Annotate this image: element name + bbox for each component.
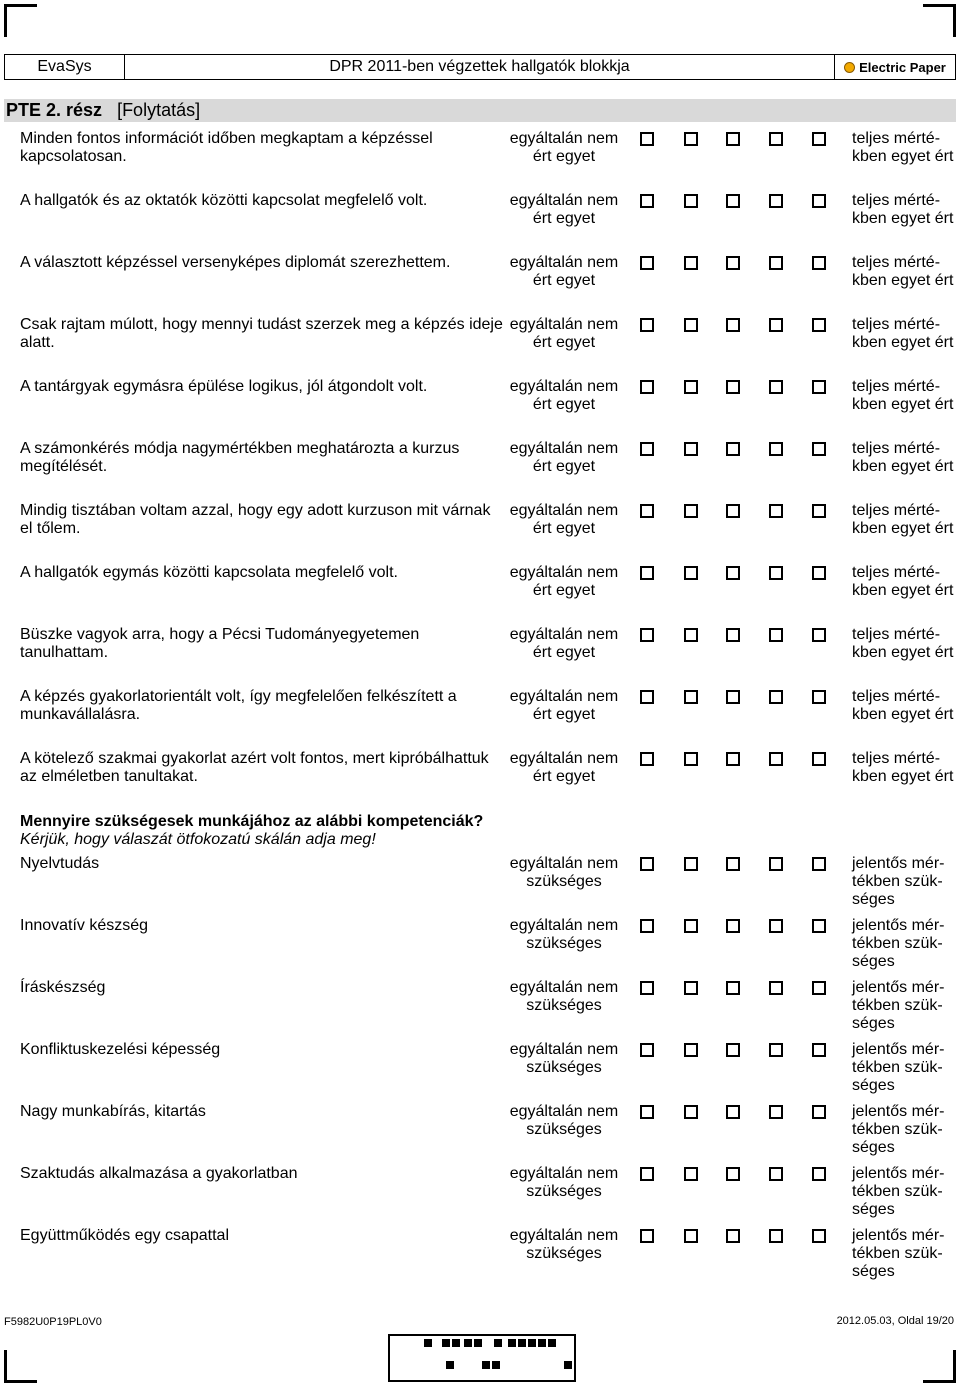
rating-checkbox-2[interactable] xyxy=(684,380,698,394)
rating-checkbox-1[interactable] xyxy=(640,194,654,208)
scale-low-label: egyáltalán nem ért egyet xyxy=(509,626,619,661)
rating-checkbox-1[interactable] xyxy=(640,857,654,871)
barcode-block xyxy=(452,1339,460,1347)
question-text: A kötelező szakmai gyakorlat azért volt fontos, mert kipróbálhattuk az elméletben tanultakat. xyxy=(20,750,489,785)
rating-checkbox-3[interactable] xyxy=(726,256,740,270)
rating-checkbox-3[interactable] xyxy=(726,919,740,933)
rating-checkbox-3[interactable] xyxy=(726,690,740,704)
rating-checkbox-1[interactable] xyxy=(640,380,654,394)
rating-checkbox-5[interactable] xyxy=(812,752,826,766)
scale-high-label: teljes mérté-kben egyet ért xyxy=(852,192,954,227)
rating-checkbox-5[interactable] xyxy=(812,857,826,871)
rating-checkbox-3[interactable] xyxy=(726,1229,740,1243)
rating-checkbox-2[interactable] xyxy=(684,1167,698,1181)
rating-checkbox-1[interactable] xyxy=(640,1229,654,1243)
scale-low-label: egyáltalán nem szükséges xyxy=(509,855,619,890)
barcode-block xyxy=(474,1339,482,1347)
question-text: A képzés gyakorlatorientált volt, így megfelelően felkészített a munkavállalásra. xyxy=(20,688,457,723)
rating-checkbox-4[interactable] xyxy=(769,504,783,518)
rating-checkbox-2[interactable] xyxy=(684,256,698,270)
question-text: A választott képzéssel versenyképes diplomát szerezhettem. xyxy=(20,254,451,271)
scale-high-label: teljes mérté-kben egyet ért xyxy=(852,378,954,413)
rating-checkbox-3[interactable] xyxy=(726,132,740,146)
rating-checkbox-3[interactable] xyxy=(726,1105,740,1119)
scale-low-label: egyáltalán nem ért egyet xyxy=(509,316,619,351)
rating-checkbox-1[interactable] xyxy=(640,690,654,704)
barcode-block xyxy=(548,1339,556,1347)
rating-checkbox-3[interactable] xyxy=(726,194,740,208)
scale-low-label: egyáltalán nem ért egyet xyxy=(509,750,619,785)
competency-row xyxy=(0,1041,960,1103)
rating-checkbox-2[interactable] xyxy=(684,919,698,933)
rating-checkbox-2[interactable] xyxy=(684,1229,698,1243)
rating-checkbox-5[interactable] xyxy=(812,1043,826,1057)
rating-checkbox-4[interactable] xyxy=(769,380,783,394)
scale-high-label: jelentős mér-tékben szük-séges xyxy=(852,1165,945,1218)
scale-low-label: egyáltalán nem szükséges xyxy=(509,1103,619,1138)
rating-checkbox-2[interactable] xyxy=(684,1043,698,1057)
rating-checkbox-3[interactable] xyxy=(726,504,740,518)
scale-high-label: jelentős mér-tékben szük-séges xyxy=(852,1227,945,1280)
competency-row xyxy=(0,855,960,917)
competency-instruction: Kérjük, hogy válaszát ötfokozatú skálán adja meg! xyxy=(20,831,376,848)
logo-text: Electric Paper xyxy=(859,59,946,75)
rating-checkbox-1[interactable] xyxy=(640,919,654,933)
rating-checkbox-4[interactable] xyxy=(769,981,783,995)
question-row xyxy=(0,254,960,316)
rating-checkbox-5[interactable] xyxy=(812,194,826,208)
logo-icon xyxy=(844,62,855,73)
competency-title: Mennyire szükségesek munkájához az alábbi kompetenciák? xyxy=(20,813,484,830)
rating-checkbox-4[interactable] xyxy=(769,194,783,208)
rating-checkbox-3[interactable] xyxy=(726,981,740,995)
question-text: Konfliktuskezelési képesség xyxy=(20,1041,221,1058)
barcode-block xyxy=(564,1361,572,1369)
barcode-block xyxy=(482,1361,490,1369)
rating-checkbox-1[interactable] xyxy=(640,256,654,270)
form-title: DPR 2011-ben végzettek hallgatók blokkja xyxy=(329,58,630,75)
question-row xyxy=(0,564,960,626)
section-continued: [Folytatás] xyxy=(117,100,201,120)
rating-checkbox-2[interactable] xyxy=(684,132,698,146)
question-row xyxy=(0,378,960,440)
rating-checkbox-3[interactable] xyxy=(726,318,740,332)
question-text: Nyelvtudás xyxy=(20,855,100,872)
rating-checkbox-4[interactable] xyxy=(769,1229,783,1243)
rating-checkbox-3[interactable] xyxy=(726,752,740,766)
question-text: Nagy munkabírás, kitartás xyxy=(20,1103,206,1120)
rating-checkbox-4[interactable] xyxy=(769,628,783,642)
question-text: Íráskészség xyxy=(20,979,106,996)
rating-checkbox-3[interactable] xyxy=(726,1167,740,1181)
rating-checkbox-1[interactable] xyxy=(640,1167,654,1181)
question-text: Minden fontos információt időben megkaptam a képzéssel kapcsolatosan. xyxy=(20,130,433,165)
question-row xyxy=(0,688,960,750)
scale-high-label: teljes mérté-kben egyet ért xyxy=(852,564,954,599)
barcode-block xyxy=(528,1339,536,1347)
barcode-block xyxy=(424,1339,432,1347)
rating-checkbox-5[interactable] xyxy=(812,504,826,518)
rating-checkbox-5[interactable] xyxy=(812,1105,826,1119)
barcode-block xyxy=(464,1339,472,1347)
scale-low-label: egyáltalán nem szükséges xyxy=(509,1165,619,1200)
scale-low-label: egyáltalán nem ért egyet xyxy=(509,440,619,475)
rating-checkbox-3[interactable] xyxy=(726,380,740,394)
barcode-block xyxy=(492,1361,500,1369)
rating-checkbox-5[interactable] xyxy=(812,919,826,933)
rating-checkbox-1[interactable] xyxy=(640,981,654,995)
rating-checkbox-5[interactable] xyxy=(812,318,826,332)
rating-checkbox-1[interactable] xyxy=(640,752,654,766)
rating-checkbox-2[interactable] xyxy=(684,1105,698,1119)
rating-checkbox-2[interactable] xyxy=(684,194,698,208)
question-text: A tantárgyak egymásra épülése logikus, jól átgondolt volt. xyxy=(20,378,428,395)
competency-row xyxy=(0,917,960,979)
barcode-block xyxy=(538,1339,546,1347)
scale-high-label: teljes mérté-kben egyet ért xyxy=(852,502,954,537)
question-text: A számonkérés módja nagymértékben meghatározta a kurzus megítélését. xyxy=(20,440,460,475)
rating-checkbox-4[interactable] xyxy=(769,1167,783,1181)
corner-mark-top-right xyxy=(923,4,956,37)
rating-checkbox-4[interactable] xyxy=(769,132,783,146)
electric-paper-logo xyxy=(834,55,955,79)
question-row xyxy=(0,192,960,254)
barcode-block xyxy=(446,1361,454,1369)
competency-row xyxy=(0,1227,960,1289)
rating-checkbox-4[interactable] xyxy=(769,1043,783,1057)
rating-checkbox-4[interactable] xyxy=(769,566,783,580)
question-row xyxy=(0,626,960,688)
rating-checkbox-2[interactable] xyxy=(684,752,698,766)
competency-heading xyxy=(20,813,483,849)
rating-checkbox-5[interactable] xyxy=(812,628,826,642)
question-row xyxy=(0,502,960,564)
scale-low-label: egyáltalán nem ért egyet xyxy=(509,130,619,165)
scale-high-label: jelentős mér-tékben szük-séges xyxy=(852,917,945,970)
scale-high-label: teljes mérté-kben egyet ért xyxy=(852,750,954,785)
scale-low-label: egyáltalán nem ért egyet xyxy=(509,254,619,289)
rating-checkbox-1[interactable] xyxy=(640,504,654,518)
rating-checkbox-2[interactable] xyxy=(684,504,698,518)
scale-low-label: egyáltalán nem ért egyet xyxy=(509,192,619,227)
rating-checkbox-4[interactable] xyxy=(769,318,783,332)
scale-high-label: jelentős mér-tékben szük-séges xyxy=(852,1041,945,1094)
question-text: A hallgatók és az oktatók közötti kapcsolat megfelelő volt. xyxy=(20,192,428,209)
scale-low-label: egyáltalán nem szükséges xyxy=(509,917,619,952)
rating-checkbox-5[interactable] xyxy=(812,380,826,394)
rating-checkbox-5[interactable] xyxy=(812,442,826,456)
rating-checkbox-3[interactable] xyxy=(726,442,740,456)
barcode-block xyxy=(442,1339,450,1347)
rating-checkbox-2[interactable] xyxy=(684,857,698,871)
scale-high-label: teljes mérté-kben egyet ért xyxy=(852,688,954,723)
rating-checkbox-4[interactable] xyxy=(769,752,783,766)
form-id: F5982U0P19PL0V0 xyxy=(4,1316,102,1328)
rating-checkbox-2[interactable] xyxy=(684,628,698,642)
rating-checkbox-4[interactable] xyxy=(769,1105,783,1119)
brand-name: EvaSys xyxy=(5,55,125,79)
competency-row xyxy=(0,1165,960,1227)
competency-row xyxy=(0,979,960,1041)
barcode-block xyxy=(494,1339,502,1347)
scale-low-label: egyáltalán nem ért egyet xyxy=(509,564,619,599)
scale-high-label: jelentős mér-tékben szük-séges xyxy=(852,1103,945,1156)
question-row xyxy=(0,316,960,378)
corner-mark-top-left xyxy=(4,4,37,37)
date-page: 2012.05.03, Oldal 19/20 xyxy=(836,1315,954,1327)
question-text: Csak rajtam múlott, hogy mennyi tudást szerzek meg a képzés ideje alatt. xyxy=(20,316,503,351)
question-text: A hallgatók egymás közötti kapcsolata megfelelő volt. xyxy=(20,564,398,581)
rating-checkbox-2[interactable] xyxy=(684,318,698,332)
rating-checkbox-1[interactable] xyxy=(640,132,654,146)
scan-barcode xyxy=(388,1334,576,1382)
scale-low-label: egyáltalán nem ért egyet xyxy=(509,688,619,723)
rating-checkbox-4[interactable] xyxy=(769,919,783,933)
scale-high-label: teljes mérté-kben egyet ért xyxy=(852,254,954,289)
rating-checkbox-3[interactable] xyxy=(726,566,740,580)
section-part: PTE 2. rész xyxy=(6,100,103,120)
corner-mark-bottom-right xyxy=(923,1350,956,1383)
rating-checkbox-3[interactable] xyxy=(726,628,740,642)
rating-checkbox-5[interactable] xyxy=(812,566,826,580)
rating-checkbox-2[interactable] xyxy=(684,566,698,580)
barcode-block xyxy=(518,1339,526,1347)
rating-checkbox-5[interactable] xyxy=(812,981,826,995)
rating-checkbox-4[interactable] xyxy=(769,690,783,704)
scale-low-label: egyáltalán nem szükséges xyxy=(509,1041,619,1076)
scale-low-label: egyáltalán nem szükséges xyxy=(509,1227,619,1262)
question-row xyxy=(0,750,960,812)
page-header xyxy=(4,54,956,80)
rating-checkbox-1[interactable] xyxy=(640,318,654,332)
rating-checkbox-2[interactable] xyxy=(684,442,698,456)
rating-checkbox-4[interactable] xyxy=(769,256,783,270)
question-row xyxy=(0,130,960,192)
question-text: Mindig tisztában voltam azzal, hogy egy adott kurzuson mit várnak el tőlem. xyxy=(20,502,491,537)
rating-checkbox-4[interactable] xyxy=(769,857,783,871)
rating-checkbox-1[interactable] xyxy=(640,1105,654,1119)
rating-checkbox-2[interactable] xyxy=(684,981,698,995)
rating-checkbox-5[interactable] xyxy=(812,132,826,146)
rating-checkbox-1[interactable] xyxy=(640,566,654,580)
rating-checkbox-2[interactable] xyxy=(684,690,698,704)
scale-high-label: teljes mérté-kben egyet ért xyxy=(852,316,954,351)
rating-checkbox-5[interactable] xyxy=(812,1167,826,1181)
scale-low-label: egyáltalán nem ért egyet xyxy=(509,378,619,413)
scale-high-label: teljes mérté-kben egyet ért xyxy=(852,626,954,661)
rating-checkbox-5[interactable] xyxy=(812,1229,826,1243)
competency-row xyxy=(0,1103,960,1165)
scale-low-label: egyáltalán nem ért egyet xyxy=(509,502,619,537)
barcode-block xyxy=(508,1339,516,1347)
question-text: Innovatív készség xyxy=(20,917,149,934)
rating-checkbox-1[interactable] xyxy=(640,442,654,456)
rating-checkbox-1[interactable] xyxy=(640,628,654,642)
corner-mark-bottom-left xyxy=(4,1350,37,1383)
question-text: Együttműködés egy csapattal xyxy=(20,1227,230,1244)
scale-high-label: teljes mérté-kben egyet ért xyxy=(852,130,954,165)
scale-high-label: teljes mérté-kben egyet ért xyxy=(852,440,954,475)
rating-checkbox-5[interactable] xyxy=(812,256,826,270)
question-row xyxy=(0,440,960,502)
scale-high-label: jelentős mér-tékben szük-séges xyxy=(852,855,945,908)
question-text: Szaktudás alkalmazása a gyakorlatban xyxy=(20,1165,298,1182)
scale-high-label: jelentős mér-tékben szük-séges xyxy=(852,979,945,1032)
section-heading xyxy=(4,99,956,122)
rating-checkbox-1[interactable] xyxy=(640,1043,654,1057)
question-text: Büszke vagyok arra, hogy a Pécsi Tudományegyetemen tanulhattam. xyxy=(20,626,420,661)
scale-low-label: egyáltalán nem szükséges xyxy=(509,979,619,1014)
rating-checkbox-4[interactable] xyxy=(769,442,783,456)
rating-checkbox-3[interactable] xyxy=(726,857,740,871)
rating-checkbox-5[interactable] xyxy=(812,690,826,704)
rating-checkbox-3[interactable] xyxy=(726,1043,740,1057)
